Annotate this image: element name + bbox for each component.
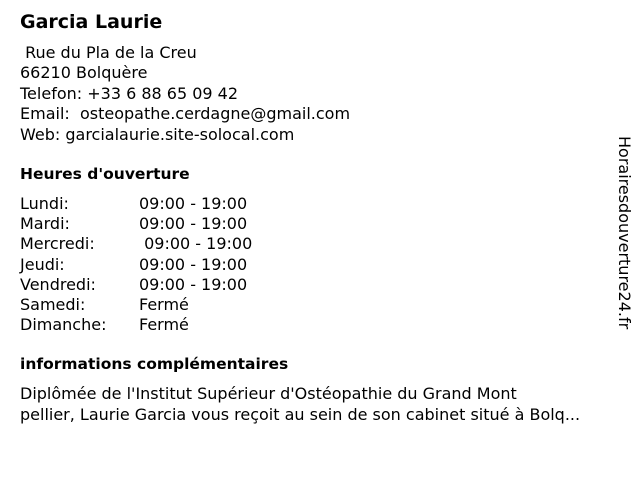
address-street: Rue du Pla de la Creu: [20, 43, 197, 62]
hours-row: [20, 234, 252, 254]
hours-time: 09:00 - 19:00: [139, 254, 248, 274]
info-heading: informations complémentaires: [20, 355, 289, 373]
hours-day: Vendredi:: [20, 274, 96, 294]
description-line: pellier, Laurie Garcia vous reçoit au sein de son cabinet situé à Bolq...: [20, 404, 581, 424]
email-text: Email: osteopathe.cerdagne@gmail.com: [20, 104, 351, 124]
hours-day: Mercredi:: [20, 234, 95, 254]
hours-time: 09:00 - 19:00: [139, 234, 253, 254]
hours-day: Dimanche:: [20, 315, 107, 335]
hours-time: 09:00 - 19:00: [139, 194, 248, 213]
hours-time: Fermé: [139, 315, 189, 335]
hours-day: Lundi:: [20, 194, 69, 213]
hours-row: [20, 214, 252, 234]
hours-day: Mardi:: [20, 214, 70, 234]
web-text: Web: garcialaurie.site-solocal.com: [20, 124, 295, 144]
hours-row: [20, 255, 252, 275]
hours-row: [20, 275, 252, 295]
hours-time: 09:00 - 19:00: [139, 274, 248, 294]
hours-time: 09:00 - 19:00: [139, 214, 248, 234]
hours-day: Samedi:: [20, 295, 86, 315]
hours-heading: Heures d'ouverture: [20, 165, 190, 183]
description-line: Diplômée de l'Institut Supérieur d'Ostéopathie du Grand Mont: [20, 384, 517, 403]
hours-table: [20, 194, 252, 335]
contact-block: [20, 43, 350, 145]
address-city: 66210 Bolquère: [20, 63, 148, 83]
business-name: Garcia Laurie: [20, 11, 163, 33]
hours-day: Jeudi:: [20, 254, 65, 274]
hours-row: [20, 315, 252, 335]
phone-text: Telefon: +33 6 88 65 09 42: [20, 83, 239, 103]
hours-row: [20, 194, 252, 214]
hours-row: [20, 295, 252, 315]
site-watermark: Horairesdouverture24.fr: [615, 136, 634, 330]
description-text: [20, 384, 628, 425]
hours-time: Fermé: [139, 295, 189, 315]
